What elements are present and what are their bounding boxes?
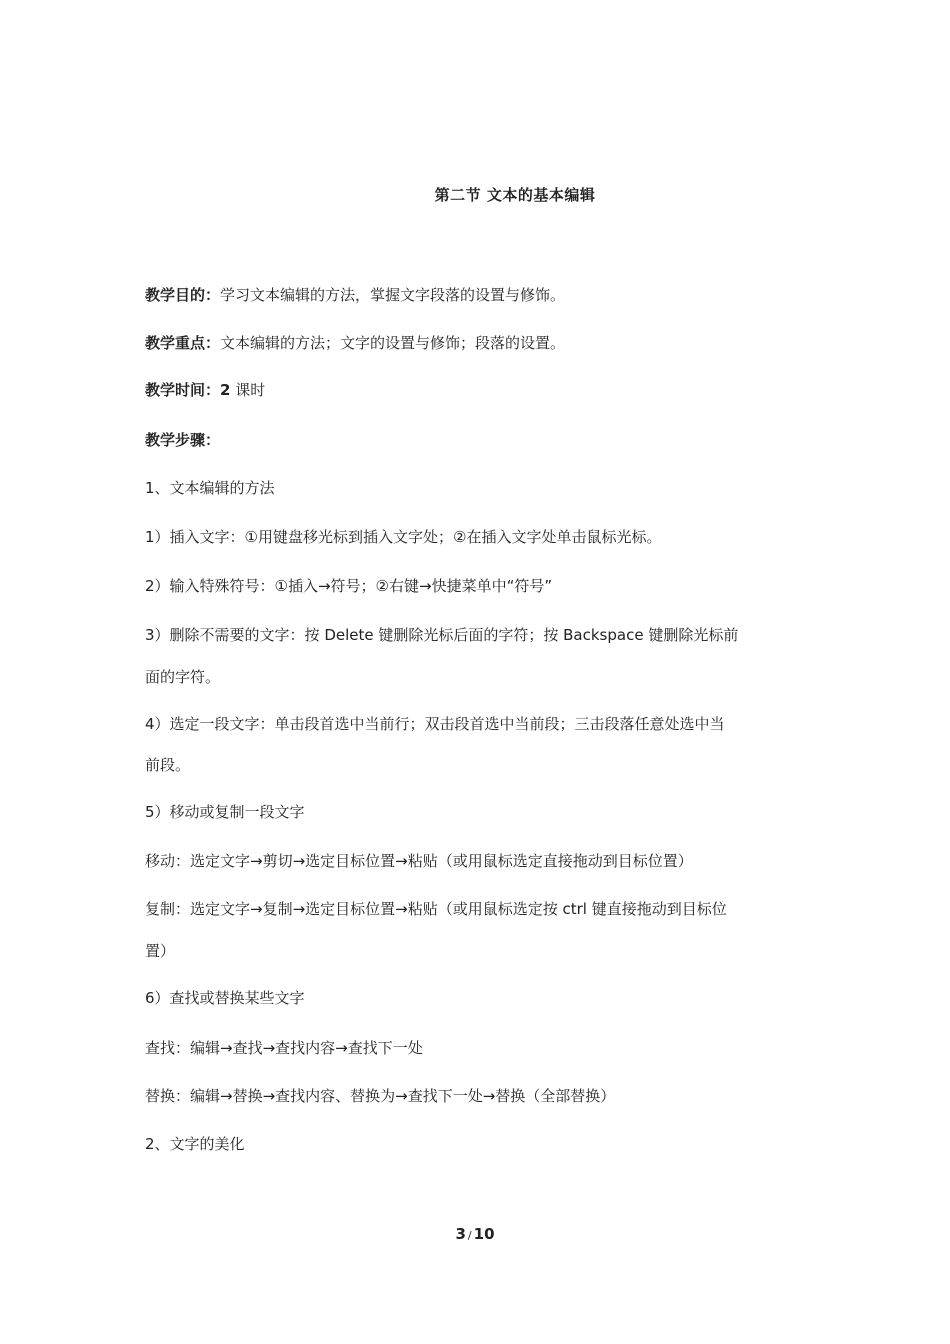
- paragraph-line: 查找：编辑→查找→查找内容→查找下一处: [145, 1039, 423, 1057]
- paragraph-line: 1）插入文字：①用键盘移光标到插入文字处；②在插入文字处单击鼠标光标。: [145, 528, 662, 546]
- paragraph-line: 4）选定一段文字：单击段首选中当前行；双击段首选中当前段；三击段落任意处选中当: [145, 715, 725, 733]
- paragraph-line: 1、文本编辑的方法: [145, 479, 275, 497]
- page-number: [0, 1225, 950, 1243]
- paragraph-line: 替换：编辑→替换→查找内容、替换为→查找下一处→替换（全部替换）: [145, 1087, 616, 1105]
- duration-unit: 课时: [230, 381, 266, 399]
- paragraph-line: 移动：选定文字→剪切→选定目标位置→粘贴（或用鼠标选定直接拖动到目标位置）: [145, 852, 693, 870]
- paragraph-line: 复制：选定文字→复制→选定目标位置→粘贴（或用鼠标选定按 ctrl 键直接拖动到目标位: [145, 900, 727, 918]
- objective-text: 学习文本编辑的方法，掌握文字段落的设置与修饰。: [220, 286, 566, 304]
- steps-label: 教学步骤：: [145, 431, 221, 449]
- key-points-label: 教学重点：: [145, 334, 221, 352]
- duration-label: 教学时间：: [145, 381, 221, 399]
- paragraph-line: 3）删除不需要的文字：按 Delete 键删除光标后面的字符；按 Backspace 键删除光标前: [145, 626, 739, 644]
- key-points-line: [145, 332, 810, 354]
- objective-line: [145, 284, 810, 306]
- paragraph-line: 2、文字的美化: [145, 1135, 245, 1153]
- objective-label: 教学目的：: [145, 286, 221, 304]
- paragraph-line: 置）: [145, 942, 176, 960]
- page-separator: /: [467, 1229, 472, 1242]
- key-points-text: 文本编辑的方法；文字的设置与修饰；段落的设置。: [220, 334, 566, 352]
- duration-line: [145, 379, 810, 401]
- page-total: 10: [473, 1225, 495, 1243]
- duration-number: 2: [220, 381, 231, 399]
- section-title: 第二节 文本的基本编辑: [434, 186, 596, 204]
- paragraph-line: 前段。: [145, 756, 191, 774]
- paragraph-line: 面的字符。: [145, 668, 221, 686]
- paragraph-line: 5）移动或复制一段文字: [145, 803, 305, 821]
- paragraph-line: 6）查找或替换某些文字: [145, 989, 305, 1007]
- steps-line: [145, 429, 810, 451]
- page-current: 3: [455, 1225, 466, 1243]
- paragraph-line: 2）输入特殊符号：①插入→符号；②右键→快捷菜单中“符号”: [145, 577, 553, 595]
